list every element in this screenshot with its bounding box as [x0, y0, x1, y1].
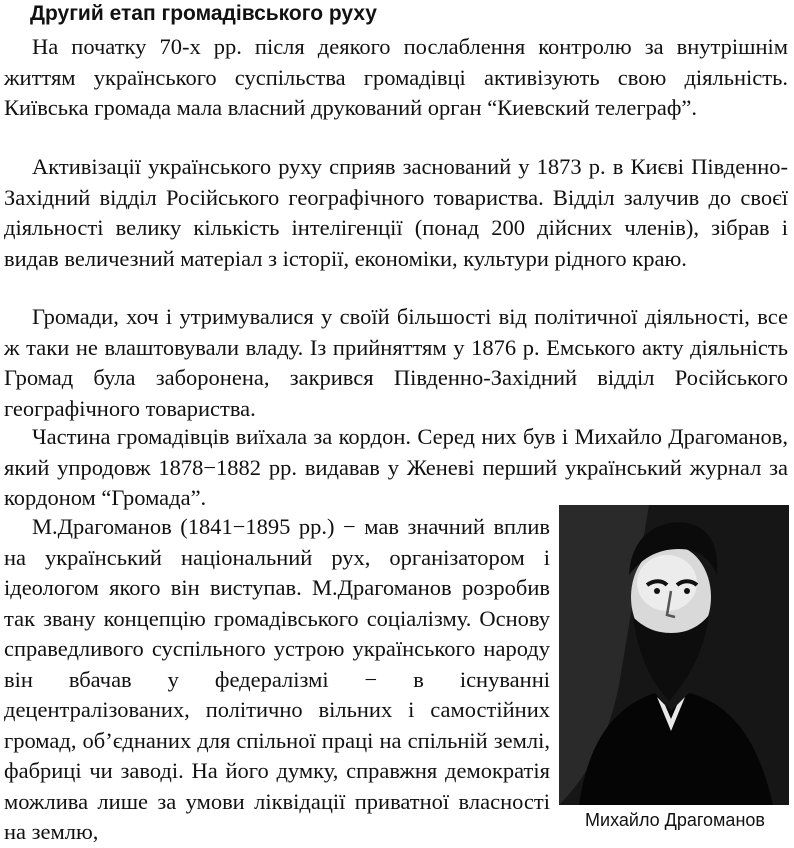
paragraph-4: Частина громадівців виїхала за кордон. Серед них був і Михайло Драгоманов, який упродовж 1878−1882 рр. видавав у Женеві перший український журнал за кордоном “Громада”. — [4, 424, 788, 510]
section-heading: Другий етап громадівського руху — [30, 2, 377, 25]
portrait-image — [559, 505, 789, 805]
paragraph-1: На початку 70-х рр. після деякого послаблення контролю за внутрішнім життям українського суспільства громадівці активізують свою діяльність. Київська громада мала власний друкований орган “Киевский телеграф”. — [4, 34, 788, 120]
paragraph-2: Активізації українського руху сприяв заснований у 1873 р. в Києві Південно-Західний відділ Російського географічного товариства. Відділ залучив до своєї діяльності велику кількість інтелігенції (понад 200 дійсних членів), зібрав і видав величезний матеріал з історії, економіки, культури рідного краю. — [4, 154, 788, 271]
paragraph-5: М.Драгоманов (1841−1895 рр.) − мав значний вплив на український національний рух, організатором і ідеологом якого він виступав. М.Драгоманов розробив так звану концепцію громадівського соціалізму. Основу справедливого суспільного устрою українського народу він вбачав у федералізмі − в існуванні децентралізованих, політично вільних і самостійних громад, об’єднаних для спільної праці на спільній землі, фабриці чи заводі. На його думку, справжня демократія можлива лише за умови ліквідації приватної власності на землю, — [4, 514, 550, 844]
paragraph-3: Громади, хоч і утримувалися у своїй більшості від політичної діяльності, все ж таки не влаштовували владу. Із прийняттям у 1876 р. Емського акту діяльність Громад була заборонена, закрився Південно-Західний відділ Російського географічного товариства. — [4, 304, 788, 421]
portrait-caption: Михайло Драгоманов — [585, 810, 765, 830]
